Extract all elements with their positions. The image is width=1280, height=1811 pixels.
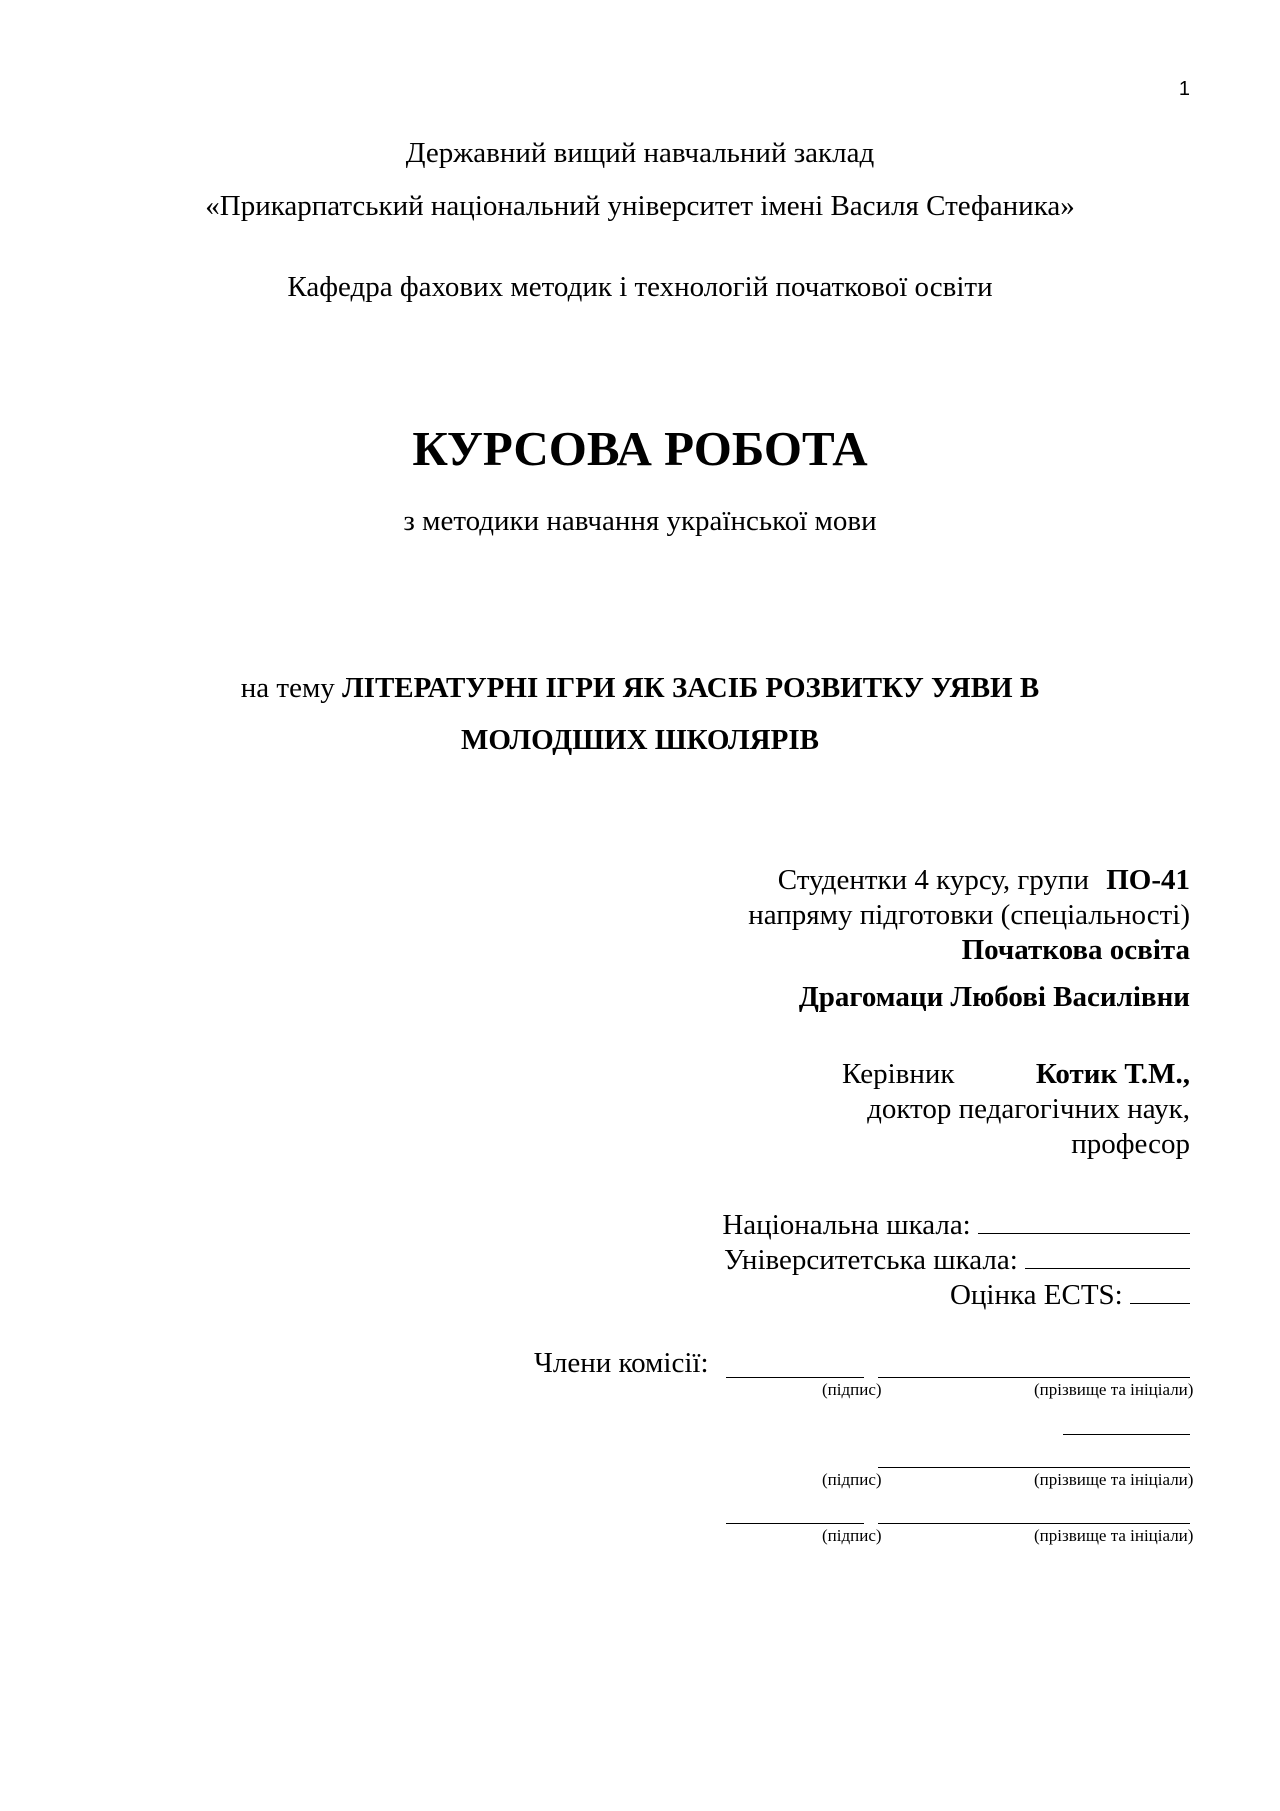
student-name: Драгомаци Любові Василівни [798,981,1190,1013]
commission-signature-1[interactable] [726,1351,864,1378]
institution-line-1: Державний вищий навчальний заклад [405,137,875,169]
supervisor-degree: доктор педагогічних наук, [867,1093,1190,1125]
department: Кафедра фахових методик і технологій початкової освіти [287,271,993,303]
page-number: 1 [1178,78,1190,100]
ects-row [950,1277,1190,1312]
direction-label: напряму підготовки (спеціальності) [748,899,1190,931]
student-course-line [778,864,1190,897]
commission-label: Члени комісії: [534,1347,709,1379]
national-scale-blank[interactable] [978,1207,1190,1234]
supervisor-label: Керівник [842,1058,955,1090]
commission-name-2[interactable] [878,1441,1190,1468]
name-caption-1: (прізвище та ініціали) [1034,1380,1194,1399]
topic-line-1 [0,672,1280,705]
ects-blank[interactable] [1130,1277,1190,1304]
signature-caption-2: (підпис) [822,1470,882,1489]
topic-prefix: на тему [240,672,335,704]
document-title: КУРСОВА РОБОТА [412,421,868,476]
topic-title-part-1: ЛІТЕРАТУРНІ ІГРИ ЯК ЗАСІБ РОЗВИТКУ УЯВИ В [342,672,1040,704]
commission-name-3[interactable] [878,1497,1190,1524]
student-course-text: Студентки 4 курсу, групи [777,864,1089,896]
commission-name-1[interactable] [878,1351,1190,1378]
name-caption-3: (прізвище та ініціали) [1034,1526,1194,1545]
subject-line: з методики навчання української мови [403,505,877,537]
commission-signature-3[interactable] [726,1497,864,1524]
university-scale-label: Університетська шкала: [723,1244,1018,1276]
specialty: Початкова освіта [961,934,1190,966]
university-scale-row [724,1242,1190,1277]
commission-signature-2[interactable] [1063,1408,1190,1435]
institution-line-2: «Прикарпатський національний університет імені Василя Стефаника» [205,190,1075,222]
topic-line-2: МОЛОДШИХ ШКОЛЯРІВ [461,724,819,756]
supervisor-title: професор [1071,1128,1190,1160]
university-scale-blank[interactable] [1025,1242,1190,1269]
ects-label: Оцінка ECTS: [949,1279,1123,1311]
name-caption-2: (прізвище та ініціали) [1034,1470,1194,1489]
national-scale-row [722,1207,1190,1242]
signature-caption-1: (підпис) [822,1380,882,1399]
signature-caption-3: (підпис) [822,1526,882,1545]
student-group: ПО-41 [1106,864,1190,896]
national-scale-label: Національна шкала: [722,1209,971,1241]
supervisor-name: Котик Т.М., [1035,1058,1190,1090]
